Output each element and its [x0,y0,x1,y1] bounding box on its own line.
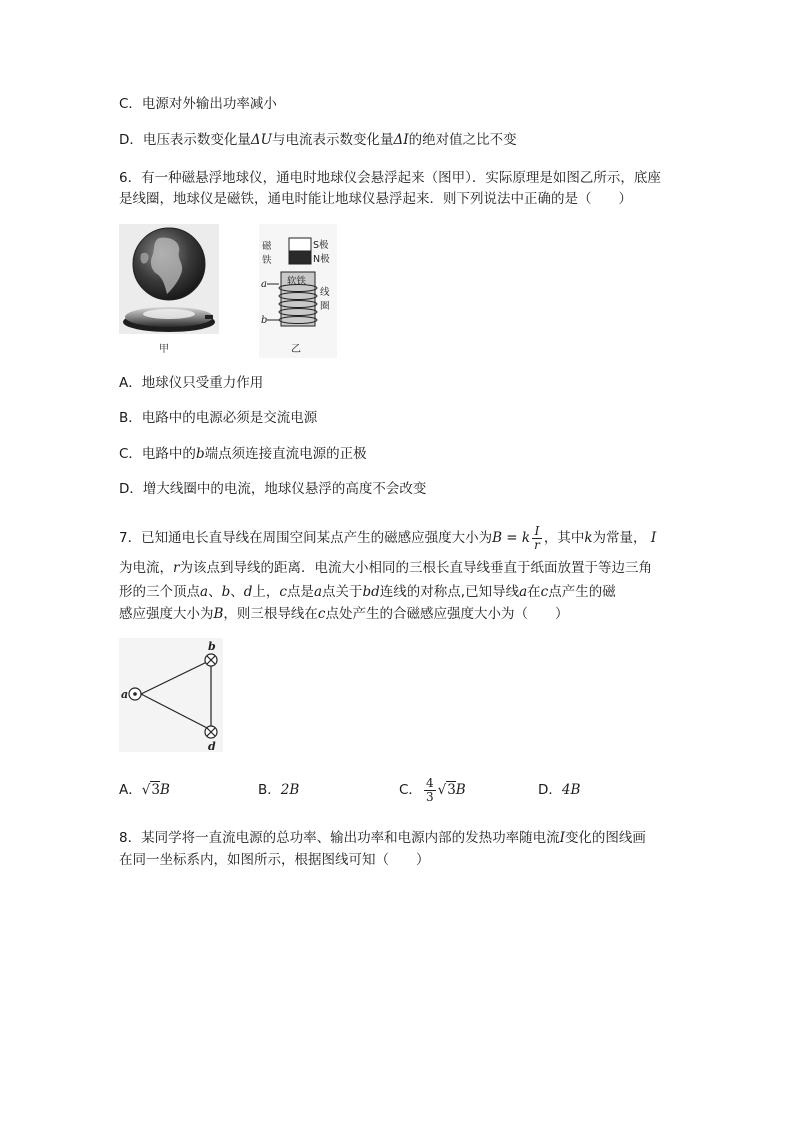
q7-triangle-svg [119,638,223,752]
s-pole-label: S极 [313,240,329,251]
q5-option-d-text-end: 的绝对值之比不变 [408,132,517,148]
s-pole-block [289,238,311,251]
q8-stem-line1 [119,828,646,848]
q6-option-c-text-end: 端点须连接直流电源的正极 [204,446,367,462]
option-label: B． [258,782,281,798]
q7-stem-line2 [119,558,652,578]
separator: 、 [208,584,222,600]
symbol-a: a [519,584,528,600]
wire-b-into-page-icon [205,654,217,666]
option-value: 4B [561,782,581,798]
vertex-a-label: a [121,688,129,701]
delta-u-symbol: ΔU [250,132,273,148]
levitation-base-photo [123,307,215,332]
terminal-b-label: b [261,315,268,326]
globe-photo [133,228,205,300]
q7-line3-text: 形的三个顶点 [119,584,200,600]
q6-figure-svg [119,224,337,358]
vertex-b-label: b [208,640,216,653]
label-jia: 甲 [159,344,169,355]
q5-option-d [119,130,517,150]
q7-text-mid: ，其中 [543,530,585,546]
q8-text: 8．某同学将一直流电源的总功率、输出功率和电源内部的发热功率随电流 [119,830,560,846]
q6-stem-line2: 是线圈，地球仪是磁铁，通电时能让地球仪悬浮起来．则下列说法中正确的是（ ） [119,191,632,207]
q5-option-c: C．电源对外输出功率减小 [119,96,277,112]
option-value: 2B [280,782,300,798]
wire-a-out-of-page-icon [129,688,141,700]
q7-line4-text-end: 点处产生的合磁感应强度大小为（ ） [325,606,569,622]
sqrt-expression: √3 [141,782,160,798]
q7-triangle-figure [119,638,223,752]
q7-line3-text-post2: 在 [527,584,541,600]
option-fraction [424,777,436,804]
n-pole-label: N极 [313,254,330,265]
fraction-numerator: I [532,525,542,539]
q7-text: 7．已知通电长直导线在周围空间某点产生的磁感应强度大小为 [119,530,493,546]
option-label: C． [399,782,422,798]
q5-option-d-text: D．电压表示数变化量 [119,132,251,148]
symbol-bd: bd [362,584,380,600]
symbol-r: r [173,560,180,576]
q7-option-b [258,780,299,800]
formula-fraction [532,525,542,552]
q7-line4-text: 感应强度大小为 [119,606,214,622]
q6-stem-line1: 6．有一种磁悬浮地球仪，通电时地球仪会悬浮起来（图甲）．实际原理是如图乙所示，底座 [119,170,661,186]
q7-option-a [119,780,170,800]
symbol-d: d [243,584,253,600]
coil-label-bottom: 圈 [320,301,330,312]
symbol-c: c [540,584,549,600]
q6-option-c-text: C．电路中的 [119,446,196,462]
q7-line3-text-mid2: 点关于 [322,584,363,600]
option-label: D． [538,782,562,798]
q7-line4-text-mid: ，则三根导线在 [223,606,318,622]
option-label: A． [119,782,142,798]
q7-line3-text-post: 连线的对称点,已知导线 [379,584,520,600]
q7-stem-line1 [119,523,656,553]
delta-i-symbol: ΔI [393,132,409,148]
q7-line3-text-on: 上， [252,584,280,600]
formula-lhs: B = k [492,530,531,546]
magnet-label-top: 磁 [262,241,272,252]
soft-iron-label: 软铁 [287,276,307,287]
label-yi: 乙 [291,344,301,355]
symbol-i: I [559,830,565,846]
radicand: 3 [447,782,456,798]
q7-line2-text-end: 为该点到导线的距离．电流大小相同的三根长直导线垂直于纸面放置于等边三角 [179,560,652,576]
symbol-c: c [317,606,326,622]
q8-stem-line2: 在同一坐标系内，如图所示，根据图线可知（ ） [119,852,430,868]
n-pole-block [289,251,311,264]
symbol-b: b [221,584,231,600]
terminal-b-symbol: b [195,446,205,462]
fraction-denominator: 3 [425,789,434,804]
q6-option-a: A．地球仪只受重力作用 [119,375,264,391]
vertex-d-label: d [208,740,216,752]
terminal-a-label: a [261,279,267,290]
q7-stem-line3 [119,582,616,602]
q6-option-b: B．电路中的电源必须是交流电源 [119,410,318,426]
magnet-label-bottom: 铁 [262,255,272,266]
q7-stem-line4 [119,604,568,624]
q6-figure [119,224,337,358]
sqrt-expression: √3 [437,782,456,798]
coil-label-top: 线 [320,287,330,298]
fraction-numerator: 4 [425,775,434,790]
symbol-c: c [279,584,287,600]
radicand: 3 [151,782,160,798]
q7-line3-text-post3: 点产生的磁 [548,584,616,600]
q7-line3-text-mid: 点是 [286,584,314,600]
q7-line2-text: 为电流， [119,560,173,576]
q5-option-d-text-mid: 与电流表示数变化量 [272,132,394,148]
q7-text-post: 为常量， [592,530,647,546]
q8-text-end: 变化的图线画 [564,830,646,846]
separator: 、 [230,584,244,600]
q6-option-c [119,444,367,464]
q7-option-d [538,780,580,800]
symbol-b-field: B [213,606,224,622]
symbol-a: a [313,584,322,600]
symbol-k: k [584,530,593,546]
symbol-i: I [650,530,657,546]
wire-d-into-page-icon [205,726,217,738]
symbol-a: a [200,584,209,600]
symbol-b-field: B [455,782,466,798]
q7-option-c [399,772,466,808]
symbol-b-field: B [159,782,170,798]
q6-option-d: D．增大线圈中的电流，地球仪悬浮的高度不会改变 [119,481,427,497]
fraction-denominator: r [534,537,540,552]
